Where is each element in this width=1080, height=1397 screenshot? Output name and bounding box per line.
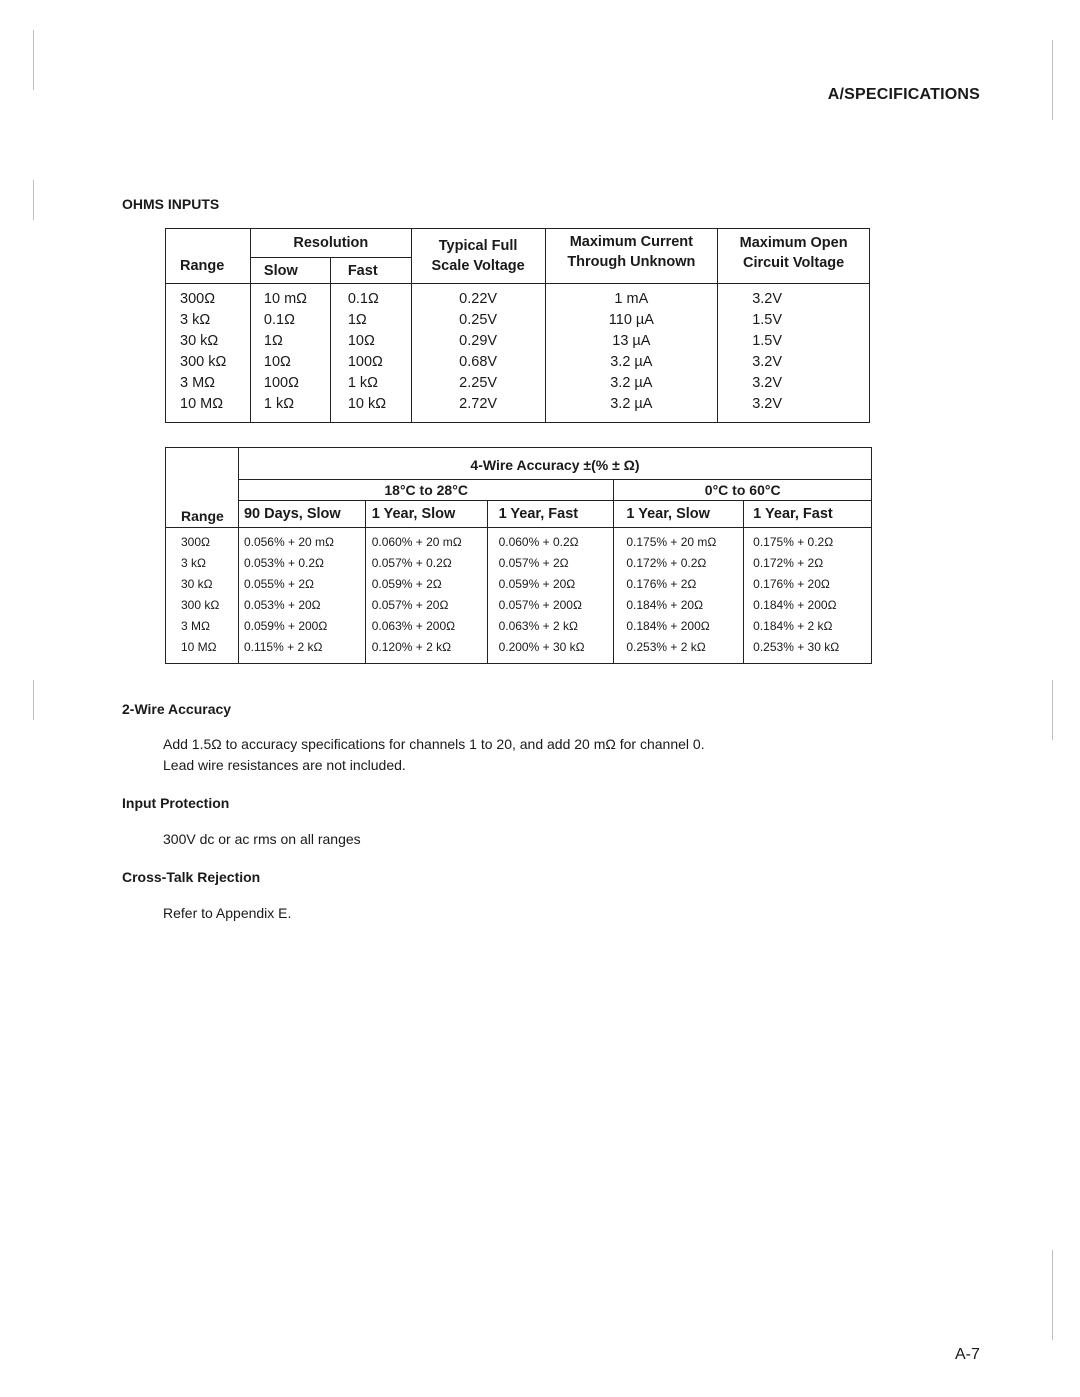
t1-header-max-current-l1: Maximum Current [569,234,693,250]
t2-header-1yr-fast-b: 1 Year, Fast [744,501,872,528]
t2-row [166,573,872,594]
t1-cell-range: 3 kΩ [166,309,251,330]
t1-cell-fast: 10Ω [330,330,411,351]
t1-header-max-current-l2: Through Unknown [567,254,696,270]
t2-cell-1yr-fast-a: 0.057% + 200Ω [487,594,614,615]
t2-header-range: Range [166,448,239,528]
t2-cell-range: 300Ω [166,528,239,553]
t1-cell-open: 3.2V [752,290,783,307]
t1-cell-scale: 2.25V [411,372,545,393]
t1-row [166,330,870,351]
t1-cell-current: 1 mA [545,284,718,310]
t2-cell-1yr-slow-b: 0.172% + 0.2Ω [614,552,744,573]
t2-cell-90days-slow: 0.059% + 200Ω [238,615,365,636]
t2-cell-1yr-fast-a: 0.059% + 20Ω [487,573,614,594]
t2-cell-1yr-slow-b: 0.175% + 20 mΩ [614,528,744,553]
t1-cell-slow: 1Ω [250,330,330,351]
cross-talk-text: Refer to Appendix E. [163,905,292,921]
t1-cell-slow: 100Ω [250,372,330,393]
t1-cell-range: 300Ω [166,284,251,310]
t1-cell-current: 3.2 µA [545,351,718,372]
t2-cell-1yr-slow-a: 0.057% + 0.2Ω [365,552,487,573]
t2-row [166,636,872,664]
t1-row [166,284,870,310]
t2-cell-1yr-slow-a: 0.063% + 200Ω [365,615,487,636]
t2-header-1yr-slow-a: 1 Year, Slow [365,501,487,528]
t2-cell-90days-slow: 0.056% + 20 mΩ [238,528,365,553]
t2-cell-1yr-fast-a: 0.060% + 0.2Ω [487,528,614,553]
page-title: OHMS INPUTS [122,196,220,212]
t2-cell-range: 3 kΩ [166,552,239,573]
t1-cell-scale: 0.68V [411,351,545,372]
t1-header-max-open [718,229,870,284]
t1-cell-current: 13 µA [545,330,718,351]
t1-cell-open: 3.2V [752,353,783,370]
two-wire-line-2: Lead wire resistances are not included. [163,757,406,773]
t1-row [166,351,870,372]
t1-cell-current: 3.2 µA [545,393,718,423]
t1-cell-slow: 1 kΩ [250,393,330,423]
scan-edge-left-3 [33,680,34,720]
t2-cell-90days-slow: 0.115% + 2 kΩ [238,636,365,664]
scan-edge-left-2 [33,180,34,220]
t1-header-range: Range [166,229,251,284]
t1-cell-current: 3.2 µA [545,372,718,393]
t2-cell-1yr-fast-a: 0.200% + 30 kΩ [487,636,614,664]
t2-cell-range: 10 MΩ [166,636,239,664]
t1-cell-fast: 1 kΩ [330,372,411,393]
t2-cell-1yr-slow-b: 0.184% + 20Ω [614,594,744,615]
input-protection-heading: Input Protection [122,795,230,811]
t2-cell-range: 30 kΩ [166,573,239,594]
t1-cell-fast: 100Ω [330,351,411,372]
t2-header-accuracy: 4-Wire Accuracy ±(% ± Ω) [238,448,871,480]
two-wire-line-1: Add 1.5Ω to accuracy specifications for channels 1 to 20, and add 20 mΩ for channel 0. [163,736,705,752]
t2-cell-1yr-slow-a: 0.059% + 2Ω [365,573,487,594]
t2-cell-1yr-fast-b: 0.175% + 0.2Ω [753,534,834,549]
t1-cell-scale: 0.22V [411,284,545,310]
t1-header-scale-voltage-l1: Typical Full [438,238,518,254]
t2-header-1yr-fast-a: 1 Year, Fast [487,501,614,528]
t2-cell-1yr-slow-a: 0.060% + 20 mΩ [365,528,487,553]
t1-header-scale-voltage-l2: Scale Voltage [431,258,525,274]
t2-cell-1yr-fast-b: 0.176% + 20Ω [753,576,830,591]
cross-talk-heading: Cross-Talk Rejection [122,869,261,885]
t2-cell-1yr-fast-a: 0.057% + 2Ω [487,552,614,573]
t1-cell-range: 10 MΩ [166,393,251,423]
t2-cell-90days-slow: 0.053% + 20Ω [238,594,365,615]
t1-cell-scale: 0.25V [411,309,545,330]
t1-header-slow: Slow [250,258,330,284]
t1-cell-slow: 10 mΩ [250,284,330,310]
t2-header-1yr-slow-b: 1 Year, Slow [614,501,744,528]
t1-cell-fast: 10 kΩ [330,393,411,423]
t2-row [166,552,872,573]
t2-row [166,528,872,553]
four-wire-accuracy-table [165,447,872,664]
t1-header-max-open-l1: Maximum Open [739,235,848,251]
t2-header-temp-b: 0°C to 60°C [614,480,872,501]
t1-cell-slow: 0.1Ω [250,309,330,330]
t2-cell-1yr-fast-b: 0.184% + 2 kΩ [753,618,833,633]
scan-edge-right-2 [1052,680,1053,740]
scan-edge-left-1 [33,30,34,90]
t1-cell-open: 1.5V [752,332,783,349]
two-wire-accuracy-heading: 2-Wire Accuracy [122,701,232,717]
t1-header-max-current [545,229,718,284]
t1-header-resolution: Resolution [250,229,411,258]
t2-cell-1yr-slow-b: 0.184% + 200Ω [614,615,744,636]
t1-header-fast: Fast [330,258,411,284]
t1-row [166,393,870,423]
t1-row [166,372,870,393]
t1-header-scale-voltage [411,229,545,284]
t2-cell-1yr-slow-b: 0.253% + 2 kΩ [614,636,744,664]
t2-cell-1yr-fast-b: 0.172% + 2Ω [753,555,824,570]
t2-cell-1yr-fast-b: 0.253% + 30 kΩ [753,639,840,654]
t2-cell-1yr-slow-a: 0.057% + 20Ω [365,594,487,615]
t2-cell-range: 300 kΩ [166,594,239,615]
t2-header-90days-slow: 90 Days, Slow [238,501,365,528]
input-protection-text: 300V dc or ac rms on all ranges [163,831,361,847]
t1-cell-slow: 10Ω [250,351,330,372]
t2-row [166,615,872,636]
scan-edge-right-3 [1052,1250,1053,1340]
t1-cell-open: 3.2V [752,395,783,412]
t2-cell-90days-slow: 0.055% + 2Ω [238,573,365,594]
ohms-specs-table [165,228,870,423]
two-wire-accuracy-text [163,734,705,776]
t1-row [166,309,870,330]
t1-cell-fast: 1Ω [330,309,411,330]
t2-cell-1yr-fast-b: 0.184% + 200Ω [753,597,837,612]
t2-cell-1yr-slow-a: 0.120% + 2 kΩ [365,636,487,664]
t1-cell-open: 1.5V [752,311,783,328]
t2-cell-1yr-slow-b: 0.176% + 2Ω [614,573,744,594]
t1-cell-open: 3.2V [752,374,783,391]
t1-cell-range: 300 kΩ [166,351,251,372]
scan-edge-right-1 [1052,40,1053,120]
page-number: A-7 [955,1346,980,1363]
t2-cell-range: 3 MΩ [166,615,239,636]
t1-cell-scale: 0.29V [411,330,545,351]
t1-cell-fast: 0.1Ω [330,284,411,310]
t2-cell-90days-slow: 0.053% + 0.2Ω [238,552,365,573]
t1-cell-range: 3 MΩ [166,372,251,393]
t1-cell-scale: 2.72V [411,393,545,423]
section-header: A/SPECIFICATIONS [827,86,980,103]
t2-header-temp-a: 18°C to 28°C [238,480,613,501]
t1-header-max-open-l2: Circuit Voltage [742,255,845,271]
t2-cell-1yr-fast-a: 0.063% + 2 kΩ [487,615,614,636]
t2-row [166,594,872,615]
t1-cell-current: 110 µA [545,309,718,330]
t1-cell-range: 30 kΩ [166,330,251,351]
